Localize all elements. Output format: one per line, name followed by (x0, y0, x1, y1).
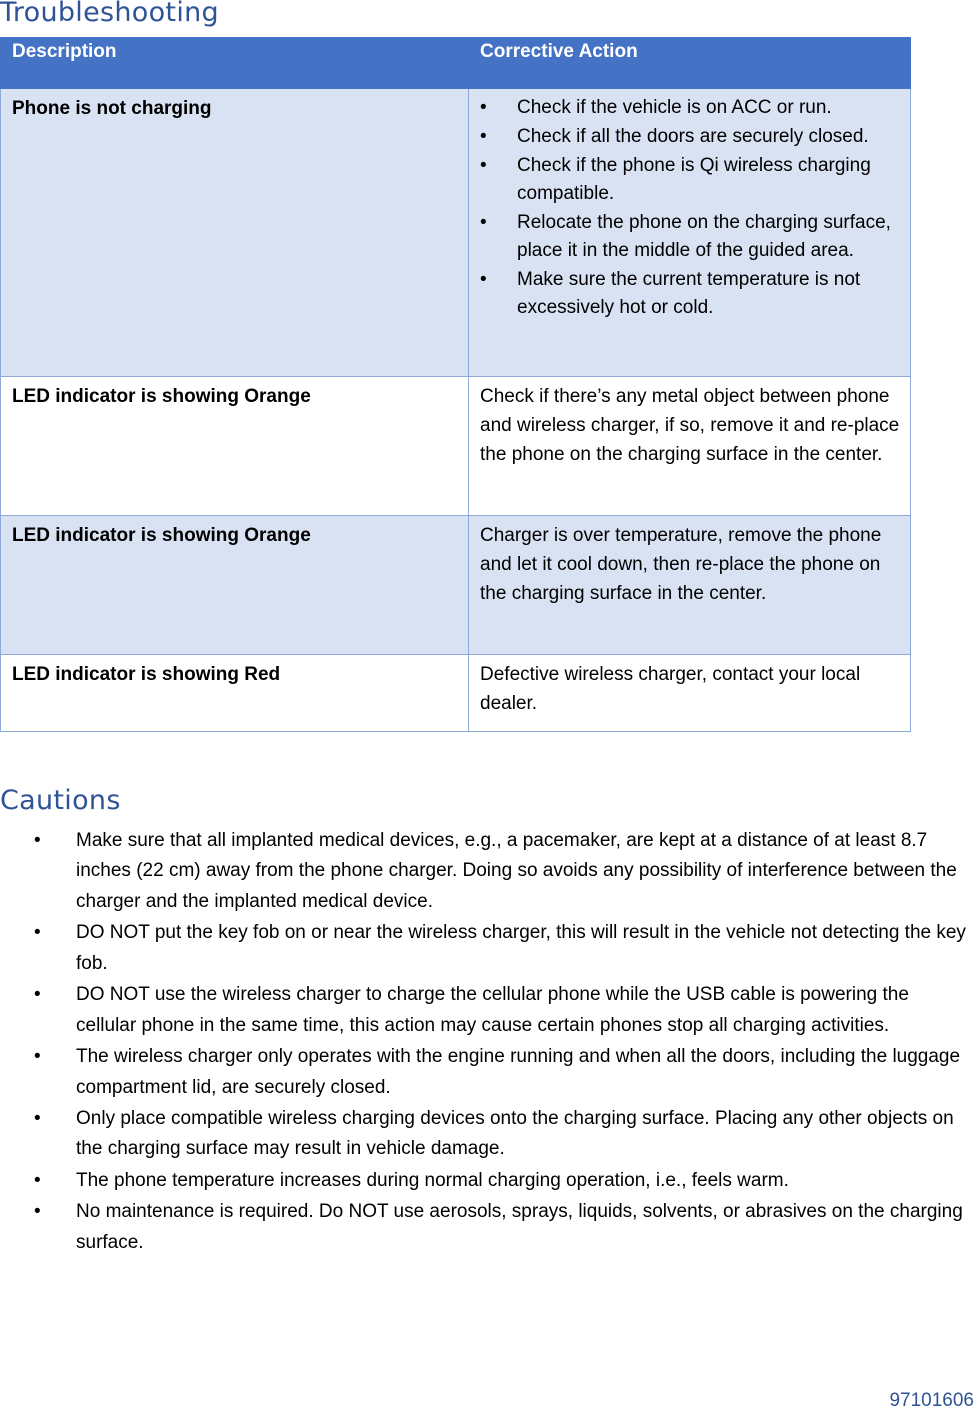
row-description: LED indicator is showing Orange (1, 377, 469, 516)
table-header-row (1, 38, 911, 89)
troubleshooting-table (0, 37, 911, 732)
bullet-icon: • (34, 830, 41, 851)
column-header-corrective-action: Corrective Action (469, 38, 911, 89)
cautions-list (0, 826, 966, 1259)
row-corrective-action: Defective wireless charger, contact your local dealer. (469, 655, 911, 732)
list-item: • Make sure the current temperature is not excessively hot or cold. (480, 266, 900, 322)
caution-item: • DO NOT put the key fob on or near the wireless charger, this will result in the vehicle not detecting the key fob. (0, 918, 966, 979)
row-corrective-action: Check if there’s any metal object between phone and wireless charger, if so, remove it and re-place the phone on the charging surface in the center. (469, 377, 911, 516)
table-row (1, 89, 911, 377)
row-corrective-action: Charger is over temperature, remove the phone and let it cool down, then re-place the phone on the charging surface in the center. (469, 516, 911, 655)
list-item: • Check if all the doors are securely closed. (480, 123, 900, 151)
list-item: • Check if the vehicle is on ACC or run. (480, 94, 900, 122)
bullet-icon: • (34, 1169, 41, 1191)
list-item: • Relocate the phone on the charging surface, place it in the middle of the guided area. (480, 209, 900, 265)
bullet-icon: • (34, 1108, 41, 1130)
bullet-icon: • (480, 97, 487, 118)
bullet-icon: • (480, 126, 487, 147)
row-description: LED indicator is showing Red (1, 655, 469, 732)
table-row (1, 655, 911, 732)
caution-item: • No maintenance is required. Do NOT use aerosols, sprays, liquids, solvents, or abrasives on the charging surface. (0, 1197, 966, 1258)
caution-item: • The wireless charger only operates with the engine running and when all the doors, including the luggage compartment lid, are securely closed. (0, 1042, 966, 1103)
bullet-icon: • (480, 269, 487, 290)
cautions-heading: Cautions (0, 785, 121, 816)
row-description: Phone is not charging (1, 89, 469, 377)
troubleshooting-heading: Troubleshooting (0, 0, 219, 28)
list-item: • Check if the phone is Qi wireless charging compatible. (480, 152, 900, 208)
table-row (1, 377, 911, 516)
bullet-icon: • (34, 984, 41, 1006)
caution-item: • Only place compatible wireless charging devices onto the charging surface. Placing any other objects on the charging surface may result in vehicle damage. (0, 1104, 966, 1165)
row-description: LED indicator is showing Orange (1, 516, 469, 655)
row-corrective-action (469, 89, 911, 377)
bullet-icon: • (480, 155, 487, 176)
bullet-icon: • (34, 1201, 41, 1223)
caution-item: • Make sure that all implanted medical devices, e.g., a pacemaker, are kept at a distance of at least 8.7 inches (22 cm) away from the phone charger. Doing so avoids any possibility of interference between the charger and the implanted medical device. (0, 826, 966, 917)
corrective-action-list (480, 94, 900, 322)
caution-item: • The phone temperature increases during normal charging operation, i.e., feels warm. (0, 1166, 966, 1196)
table-row (1, 516, 911, 655)
bullet-icon: • (34, 1046, 41, 1068)
caution-item: • DO NOT use the wireless charger to charge the cellular phone while the USB cable is powering the cellular phone in the same time, this action may cause certain phones stop all charging activities. (0, 980, 966, 1041)
bullet-icon: • (34, 922, 41, 944)
column-header-description: Description (1, 38, 469, 89)
page-number: 97101606 (889, 1390, 974, 1411)
bullet-icon: • (480, 212, 487, 233)
